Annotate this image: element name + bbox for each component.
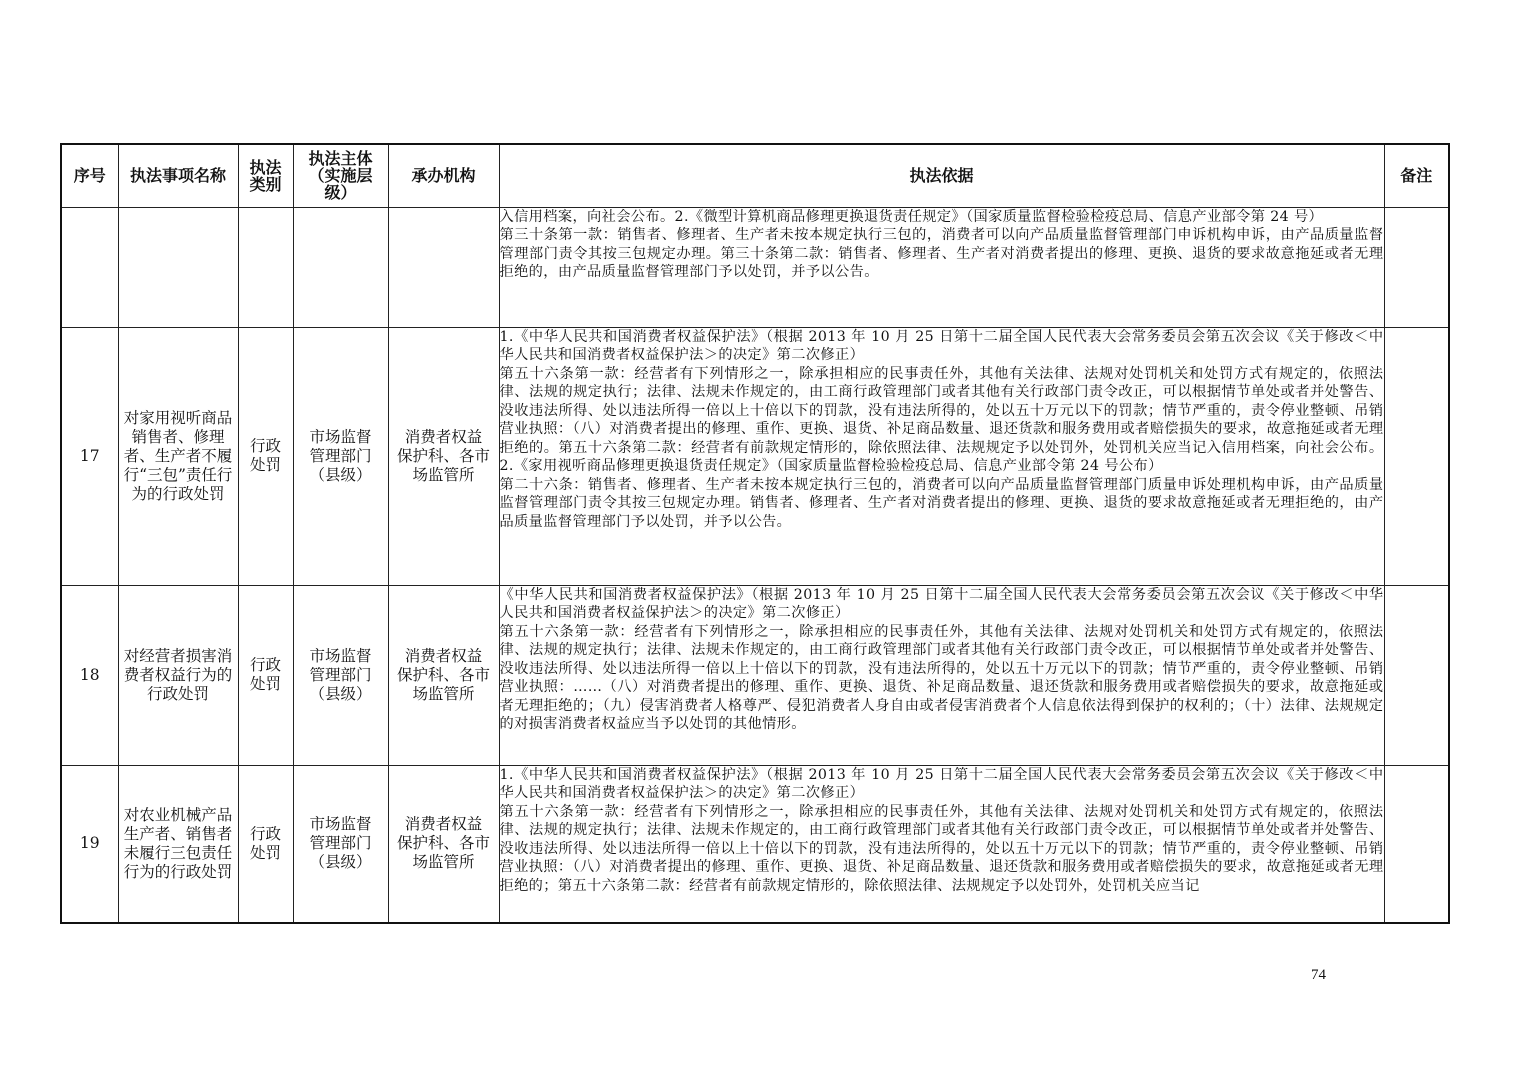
header-subject: 执法主体 （实施层 级） bbox=[293, 144, 388, 207]
table-row bbox=[61, 327, 1449, 585]
row-category: 行政 处罚 bbox=[238, 327, 293, 585]
row-basis bbox=[499, 765, 1384, 923]
table-row bbox=[61, 585, 1449, 765]
basis-paragraph: 《中华人民共和国消费者权益保护法》（根据 2013 年 10 月 25 日第十二届全国人民代表大会常务委员会第五次会议《关于修改＜中华人民共和国消费者权益保护法＞的决定》第二次修正） bbox=[499, 586, 1384, 621]
row-seq bbox=[61, 207, 118, 327]
row-remark bbox=[1384, 207, 1449, 327]
basis-paragraph: 1.《中华人民共和国消费者权益保护法》（根据 2013 年 10 月 25 日第十二届全国人民代表大会常务委员会第五次会议《关于修改＜中华人民共和国消费者权益保护法＞的决定》第二次修正） bbox=[499, 766, 1384, 801]
basis-paragraph: 第五十六条第一款：经营者有下列情形之一，除承担相应的民事责任外，其他有关法律、法规对处罚机关和处罚方式有规定的，依照法律、法规的规定执行；法律、法规未作规定的，由工商行政管理部门或者其他有关行政部门责令改正，可以根据情节单处或者并处警告、没收违法所得、处以违法所得一倍以上十倍以下的罚款，没有违法所得的，处以五十万元以下的罚款；情节严重的，责令停业整顿、吊销营业执照：（八）对消费者提出的修理、重作、更换、退货、补足商品数量、退还货款和服务费用或者赔偿损失的要求，故意拖延或者无理拒绝的；第五十六条第二款：经营者有前款规定情形的，除依照法律、法规规定予以处罚外，处罚机关应当记 bbox=[499, 803, 1384, 894]
row-item-name: 对家用视听商品销售者、修理者、生产者不履行“三包”责任行为的行政处罚 bbox=[118, 327, 238, 585]
row-seq: 19 bbox=[61, 765, 118, 923]
row-remark bbox=[1384, 585, 1449, 765]
header-item-name: 执法事项名称 bbox=[118, 144, 238, 207]
basis-paragraph: 1.《中华人民共和国消费者权益保护法》（根据 2013 年 10 月 25 日第十二届全国人民代表大会常务委员会第五次会议《关于修改＜中华人民共和国消费者权益保护法＞的决定》第二次修正） bbox=[499, 328, 1384, 363]
row-agency bbox=[388, 207, 499, 327]
row-remark bbox=[1384, 765, 1449, 923]
basis-paragraph: 第五十六条第一款：经营者有下列情形之一，除承担相应的民事责任外，其他有关法律、法规对处罚机关和处罚方式有规定的，依照法律、法规的规定执行；法律、法规未作规定的，由工商行政管理部门或者其他有关行政部门责令改正，可以根据情节单处或者并处警告、没收违法所得、处以违法所得一倍以上十倍以下的罚款，没有违法所得的，处以五十万元以下的罚款；情节严重的，责令停业整顿、吊销营业执照：……（八）对消费者提出的修理、重作、更换、退货、补足商品数量、退还货款和服务费用或者赔偿损失的要求，故意拖延或者无理拒绝的；（九）侵害消费者人格尊严、侵犯消费者人身自由或者侵害消费者个人信息依法得到保护的权利的；（十）法律、法规规定的对损害消费者权益应当予以处罚的其他情形。 bbox=[499, 623, 1384, 732]
basis-paragraph: 入信用档案，向社会公布。2.《微型计算机商品修理更换退货责任规定》（国家质量监督检验检疫总局、信息产业部令第 24 号） bbox=[499, 208, 1324, 225]
row-subject bbox=[293, 207, 388, 327]
row-agency: 消费者权益 保护科、各市 场监管所 bbox=[388, 327, 499, 585]
row-category bbox=[238, 207, 293, 327]
row-seq: 17 bbox=[61, 327, 118, 585]
basis-paragraph: 第二十六条：销售者、修理者、生产者未按本规定执行三包的，消费者可以向产品质量监督管理部门质量申诉处理机构申诉，由产品质量监督管理部门责令其按三包规定办理。销售者、修理者、生产者对消费者提出的修理、更换、退货的要求故意拖延或者无理拒绝的，由产品质量监督管理部门予以处罚，并予以公告。 bbox=[499, 476, 1384, 530]
row-item-name bbox=[118, 207, 238, 327]
row-subject: 市场监督 管理部门 （县级） bbox=[293, 585, 388, 765]
basis-paragraph: 第五十六条第一款：经营者有下列情形之一，除承担相应的民事责任外，其他有关法律、法规对处罚机关和处罚方式有规定的，依照法律、法规的规定执行；法律、法规未作规定的，由工商行政管理部门或者其他有关行政部门责令改正，可以根据情节单处或者并处警告、没收违法所得、处以违法所得一倍以上十倍以下的罚款，没有违法所得的，处以五十万元以下的罚款；情节严重的，责令停业整顿、吊销营业执照：（八）对消费者提出的修理、重作、更换、退货、补足商品数量、退还货款和服务费用或者赔偿损失的要求，故意拖延或者无理拒绝的。第五十六条第二款：经营者有前款规定情形的，除依照法律、法规规定予以处罚外，处罚机关应当记入信用档案，向社会公布。2.《家用视听商品修理更换退货责任规定》（国家质量监督检验检疫总局、信息产业部令第 24 号公布） bbox=[499, 365, 1384, 474]
row-subject: 市场监督 管理部门 （县级） bbox=[293, 327, 388, 585]
row-agency: 消费者权益 保护科、各市 场监管所 bbox=[388, 765, 499, 923]
row-seq: 18 bbox=[61, 585, 118, 765]
table-row bbox=[61, 765, 1449, 923]
header-remark: 备注 bbox=[1384, 144, 1449, 207]
row-category: 行政 处罚 bbox=[238, 765, 293, 923]
row-basis bbox=[499, 585, 1384, 765]
header-basis: 执法依据 bbox=[499, 144, 1384, 207]
enforcement-table bbox=[60, 143, 1450, 924]
basis-paragraph: 第三十条第一款：销售者、修理者、生产者未按本规定执行三包的，消费者可以向产品质量监督管理部门申诉机构申诉，由产品质量监督管理部门责令其按三包规定办理。第三十条第二款：销售者、修理者、生产者对消费者提出的修理、更换、退货的要求故意拖延或者无理拒绝的，由产品质量监督管理部门予以处罚，并予以公告。 bbox=[499, 227, 1384, 280]
row-subject: 市场监督 管理部门 （县级） bbox=[293, 765, 388, 923]
table-row bbox=[61, 207, 1449, 327]
header-category: 执法 类别 bbox=[238, 144, 293, 207]
header-agency: 承办机构 bbox=[388, 144, 499, 207]
row-basis bbox=[499, 207, 1384, 327]
row-agency: 消费者权益 保护科、各市 场监管所 bbox=[388, 585, 499, 765]
row-item-name: 对农业机械产品生产者、销售者未履行三包责任行为的行政处罚 bbox=[118, 765, 238, 923]
row-category: 行政 处罚 bbox=[238, 585, 293, 765]
page-number: 74 bbox=[1311, 967, 1326, 983]
row-item-name: 对经营者损害消费者权益行为的行政处罚 bbox=[118, 585, 238, 765]
row-basis bbox=[499, 327, 1384, 585]
table-header-row bbox=[61, 144, 1449, 207]
header-seq: 序号 bbox=[61, 144, 118, 207]
row-remark bbox=[1384, 327, 1449, 585]
